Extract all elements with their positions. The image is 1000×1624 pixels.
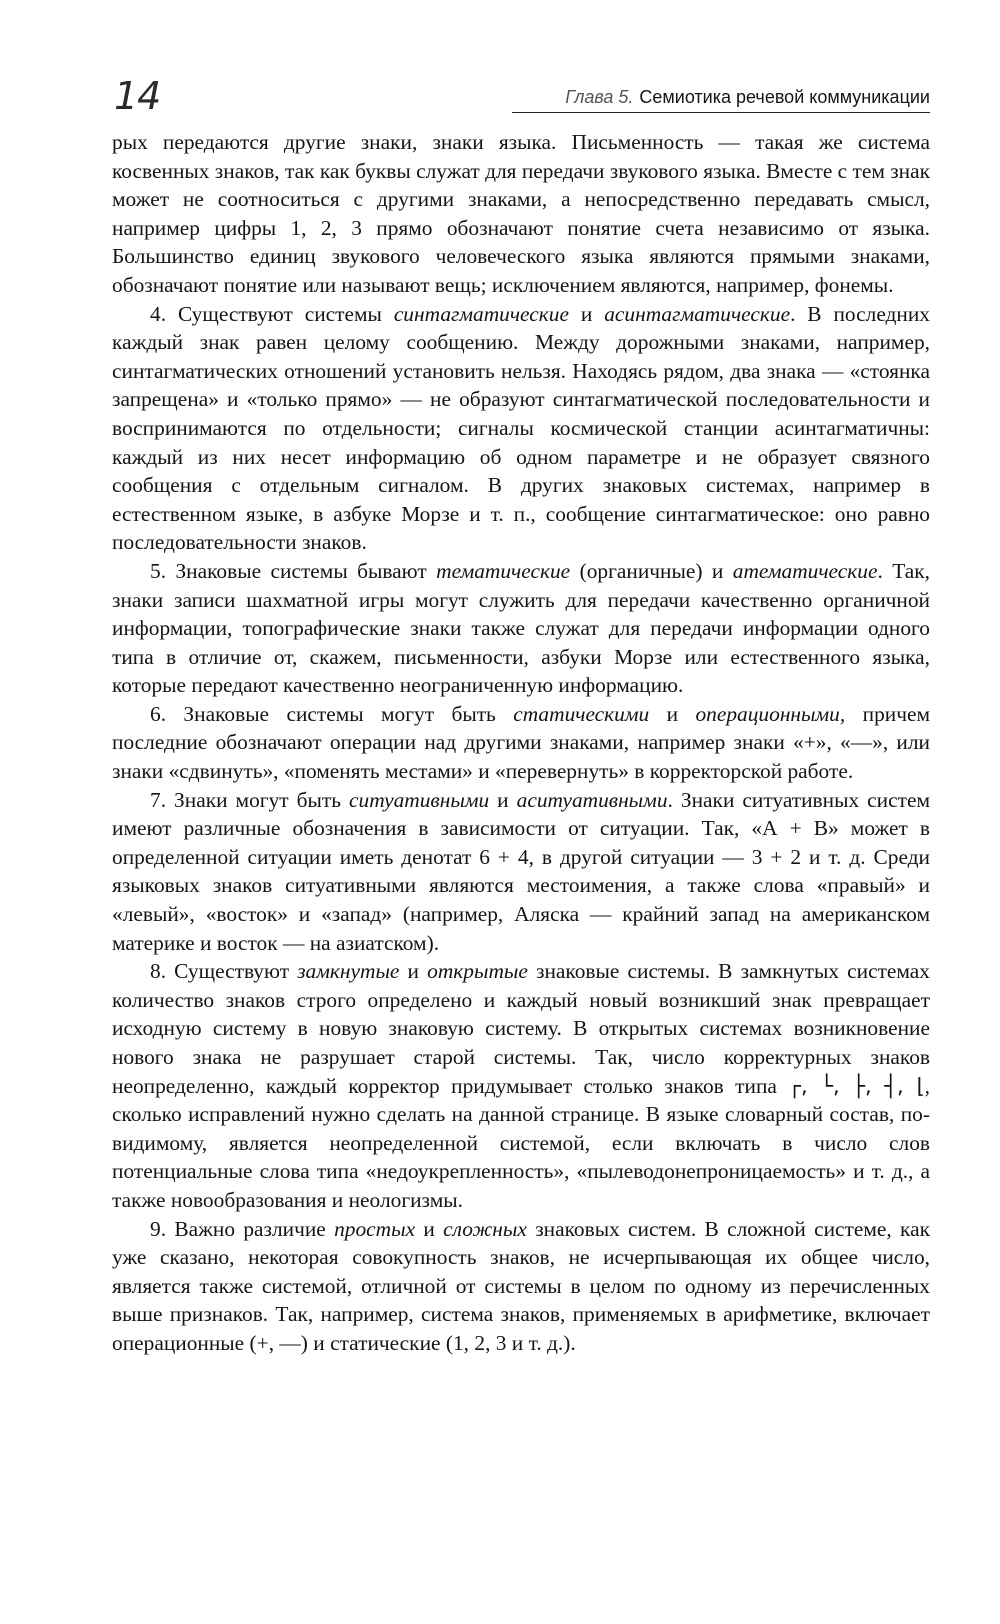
running-head [565, 86, 930, 108]
term-italic: ситуативными [349, 787, 490, 812]
term-italic: операционными, [695, 701, 846, 726]
paragraph-item-6 [112, 700, 930, 786]
paragraph-text: (органичные) и [570, 558, 733, 583]
paragraph-text: 7. Знаки могут быть [150, 787, 349, 812]
paragraph-text: знаковые системы. В замкнутых системах количество знаков строго определено и каждый новый возникший знак превращает исходную систему в новую знаковую систему. В открытых системах возникновение нового знака не разрушает старой системы. Так, число корректурных знаков неопределенно, каждый корректор придумывает столько знаков типа [112, 959, 930, 1098]
paragraph-text: и [489, 787, 517, 812]
term-italic: простых [334, 1216, 416, 1241]
term-italic: замкнутые [297, 959, 400, 984]
paragraph-text: . Так, знаки записи шахматной игры могут служить для передачи качественно органичной информации, топографические знаки также служат для передачи информации одного типа в отличие от, скажем, письменности, азбуки Морзе или естественного языка, которые передают качественно неограниченную информацию. [112, 558, 930, 698]
paragraph-text: . Знаки ситуативных систем имеют различные обозначения в зависимости от ситуации. Так, «А + В» может в определенной ситуации иметь денотат 6 + 4, в другой ситуации — 3 + 2 и т. д. Среди языковых знаков ситуативными являются местоимения, а также слова «правый» и «левый», «восток» и «запад» (например, Аляска — крайний запад на американском материке и восток — на азиатском). [112, 787, 930, 955]
header-rule [512, 112, 930, 113]
term-italic: статическими [513, 701, 650, 726]
paragraph-item-4 [112, 300, 930, 557]
term-italic: асинтагматические [604, 301, 791, 326]
term-italic: сложных [443, 1216, 527, 1241]
body-text [112, 128, 930, 1358]
term-italic: атематические [732, 558, 878, 583]
term-italic: открытые [427, 959, 528, 984]
page-number: 14 [114, 74, 161, 118]
paragraph-text: 4. Существуют системы [150, 301, 394, 326]
paragraph-text: и [649, 701, 696, 726]
paragraph-item-8 [112, 957, 930, 1214]
paragraph-item-9 [112, 1215, 930, 1358]
paragraph-text: , сколько исправлений нужно сделать на данной странице. В языке словарный состав, по-видимому, является неопределенной системой, если включать в число слов потенциальные слова типа «недоукрепленность», «пылеводонепроницаемость» и т. д., а также новообразования и неологизмы. [112, 1073, 930, 1212]
paragraph-text: 9. Важно различие [150, 1216, 335, 1241]
paragraph-text: рых передаются другие знаки, знаки языка. Письменность — такая же система косвенных знаков, так как буквы служат для передачи звукового языка. Вместе с тем знак может не соотноситься с другими знаками, а непосредственно передавать смысл, например цифры 1, 2, 3 прямо обозначают понятие счета независимо от языка. Большинство единиц звукового человеческого языка являются прямыми знаками, обозначают понятие или называют вещь; исключением являются, например, фонемы. [112, 130, 931, 297]
paragraph-text: 5. Знаковые системы бывают [150, 558, 437, 583]
paragraph-item-5 [112, 557, 930, 700]
paragraph-text: знаковых систем. В сложной системе, как уже сказано, некоторая совокупность знаков, не исчерпывающая их общее число, является также системой, отличной от системы в целом по одному из перечисленных выше признаков. Так, например, система знаков, применяемых в арифметике, включает операционные (+, —) и статические (1, 2, 3 и т. д.). [112, 1216, 930, 1355]
paragraph-text: и [415, 1216, 444, 1241]
paragraph-continuation [112, 128, 930, 300]
running-head-chapter: Глава 5. [565, 87, 634, 107]
running-head-title: Семиотика речевой коммуникации [639, 87, 930, 107]
paragraph-text: 8. Существуют [150, 959, 298, 984]
term-italic: аситуативными [516, 787, 668, 812]
paragraph-text: причем последние обозначают операции над другими знаками, например знаки «+», «—», или знаки «сдвинуть», «поменять местами» и «перевернуть» в корректорской работе. [112, 701, 931, 784]
paragraph-text: . В последних каждый знак равен целому сообщению. Между дорожными знаками, например, синтагматических отношений установить нельзя. Находясь рядом, два знака — «стоянка запрещена» и «только прямо» — не образуют синтагматической последовательности и воспринимаются по отдельности; сигналы космической станции асинтагматичны: каждый из них несет информацию об одном параметре и не образует связного сообщения с отдельным сигналом. В других знаковых системах, например в естественном языке, в азбуке Морзе и т. п., сообщение синтагматическое: оно равно последовательности знаков. [112, 301, 931, 555]
paragraph-text: и [399, 959, 428, 984]
term-italic: синтагматические [393, 301, 569, 326]
proofreading-marks: ┌, └, ├, ┤, ⌊ [788, 1073, 925, 1098]
paragraph-item-7 [112, 786, 930, 958]
paragraph-text: 6. Знаковые системы могут быть [150, 701, 514, 726]
paragraph-text: и [568, 301, 605, 326]
term-italic: тематические [436, 558, 571, 583]
